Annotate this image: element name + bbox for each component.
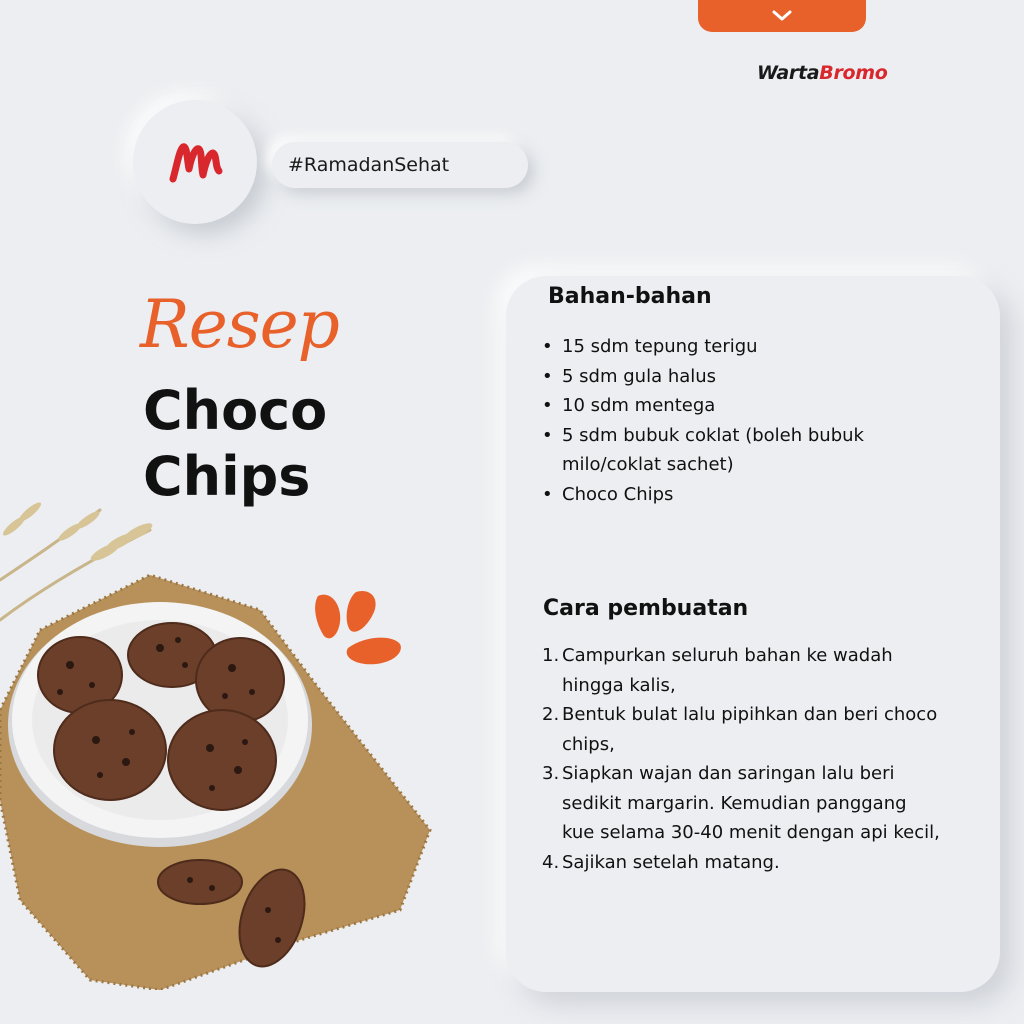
title-line1: Choco [143, 379, 328, 442]
ingredient-item: • Choco Chips [540, 480, 880, 510]
brand-part1: Warta [757, 62, 820, 84]
ingredients-list [540, 332, 880, 509]
ingredients-heading: Bahan-bahan [548, 284, 712, 309]
step-number: 4. [542, 851, 560, 873]
step-text: Campurkan seluruh bahan ke wadah hingga kalis, [562, 645, 893, 696]
title-line2: Chips [143, 445, 311, 508]
step-text: Siapkan wajan dan saringan lalu beri sedikit margarin. Kemudian panggang kue selama 30-40 menit dengan api kecil, [562, 763, 940, 843]
step-item [540, 700, 940, 759]
step-text: Sajikan setelah matang. [562, 851, 780, 873]
step-item [540, 641, 940, 700]
brand-part2: Bromo [819, 62, 888, 84]
step-number: 3. [542, 763, 560, 784]
ingredient-item: • 15 sdm tepung terigu [540, 332, 880, 362]
top-tab[interactable] [698, 0, 866, 32]
ingredient-item: • 10 sdm mentega [540, 391, 880, 421]
step-number: 2. [542, 704, 560, 725]
hashtag-pill [272, 142, 528, 188]
cookies-photo-icon [0, 470, 440, 990]
step-text: Bentuk bulat lalu pipihkan dan beri choco chips, [562, 704, 938, 755]
step-item [540, 848, 940, 878]
m-logo-icon [167, 137, 223, 187]
method-heading: Cara pembuatan [543, 596, 749, 621]
title-script: Resep [140, 286, 339, 363]
logo-circle [133, 100, 257, 224]
ingredient-item: • 5 sdm bubuk coklat (boleh bubuk milo/coklat sachet) [540, 421, 880, 480]
chevron-down-icon [770, 8, 794, 24]
method-steps [540, 641, 940, 877]
brand-logo [757, 62, 888, 84]
hashtag-text: #RamadanSehat [288, 154, 450, 176]
ingredient-item: • 5 sdm gula halus [540, 362, 880, 392]
step-item [540, 759, 940, 848]
step-number: 1. [542, 645, 560, 666]
